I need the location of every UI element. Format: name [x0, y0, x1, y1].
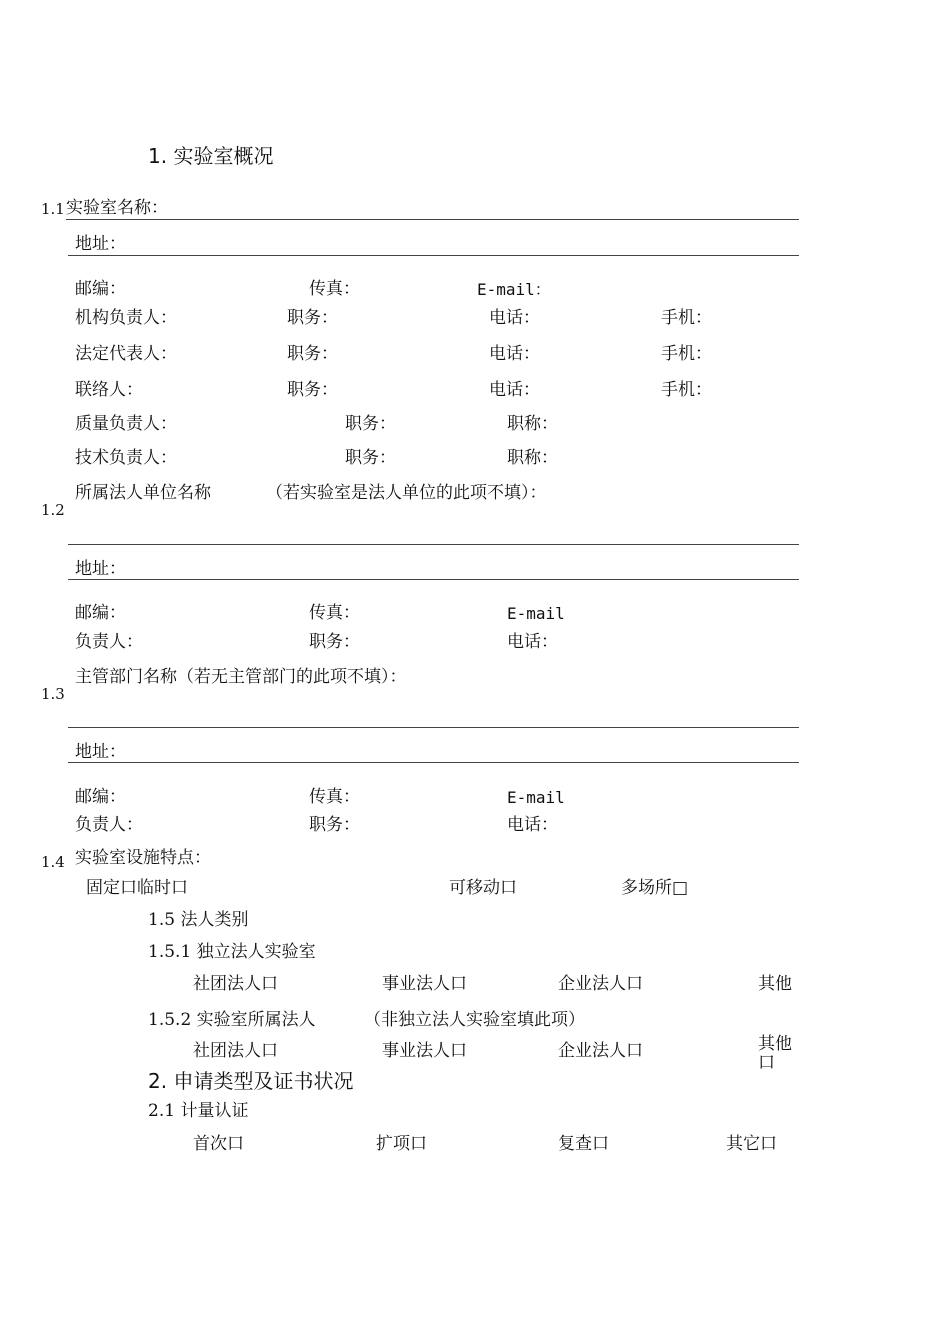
- section-1-4-number: 1.4: [41, 853, 65, 871]
- metrology-cert-title: 2.1 计量认证: [148, 1101, 249, 1121]
- parent-email-label: E-mail: [507, 604, 565, 623]
- parent-post-label: 职务：: [309, 632, 360, 652]
- section-1-1-number: 1.1: [41, 200, 65, 218]
- contact-phone-label: 电话：: [489, 380, 540, 400]
- section-1-2-number: 1.2: [41, 501, 65, 519]
- parent-person-label: 负责人：: [75, 632, 143, 652]
- tech-manager-label: 技术负责人：: [75, 448, 177, 468]
- facility-option-fixed-temporary[interactable]: 固定口临时口: [86, 878, 188, 898]
- contact-label: 联络人：: [75, 380, 143, 400]
- legal-rep-mobile-label: 手机：: [661, 344, 712, 364]
- authority-fax-label: 传真：: [309, 787, 360, 807]
- parent-entity-note: （若实验室是法人单位的此项不填）：: [266, 483, 547, 503]
- quality-manager-post-label: 职务：: [345, 414, 396, 434]
- lab-address-label: 地址：: [75, 234, 126, 254]
- independent-option-public-institution[interactable]: 事业法人口: [382, 974, 467, 994]
- lab-address-field-line[interactable]: [68, 255, 799, 256]
- legal-rep-post-label: 职务：: [287, 344, 338, 364]
- cert-option-other[interactable]: 其它口: [726, 1134, 777, 1154]
- authority-phone-label: 电话：: [507, 815, 558, 835]
- section-2-title: 2. 申请类型及证书状况: [148, 1069, 354, 1093]
- authority-postcode-label: 邮编：: [75, 787, 126, 807]
- legal-rep-label: 法定代表人：: [75, 344, 177, 364]
- lab-name-label: 实验室名称：: [66, 198, 168, 218]
- affiliated-option-public-institution[interactable]: 事业法人口: [382, 1041, 467, 1061]
- lab-name-field-line[interactable]: [66, 219, 799, 220]
- tech-manager-post-label: 职务：: [345, 448, 396, 468]
- cert-option-expansion[interactable]: 扩项口: [376, 1134, 427, 1154]
- director-mobile-label: 手机：: [661, 308, 712, 328]
- independent-option-other[interactable]: 其他: [758, 974, 792, 994]
- facility-features-label: 实验室设施特点：: [75, 848, 211, 868]
- director-post-label: 职务：: [287, 308, 338, 328]
- parent-address-label: 地址：: [75, 559, 126, 579]
- director-label: 机构负责人：: [75, 308, 177, 328]
- quality-manager-title-label: 职称：: [507, 414, 558, 434]
- parent-entity-name-field-line[interactable]: [68, 544, 799, 545]
- director-phone-label: 电话：: [489, 308, 540, 328]
- authority-address-field-line[interactable]: [68, 762, 799, 763]
- independent-lab-title: 1.5.1 独立法人实验室: [148, 942, 316, 962]
- authority-email-label: E-mail: [507, 788, 565, 807]
- lab-email-label: E-mail：: [477, 280, 551, 299]
- affiliated-option-enterprise[interactable]: 企业法人口: [558, 1041, 643, 1061]
- cert-option-review[interactable]: 复查口: [558, 1134, 609, 1154]
- quality-manager-label: 质量负责人：: [75, 414, 177, 434]
- lab-postcode-label: 邮编：: [75, 279, 126, 299]
- parent-postcode-label: 邮编：: [75, 603, 126, 623]
- contact-post-label: 职务：: [287, 380, 338, 400]
- parent-address-field-line[interactable]: [68, 579, 799, 580]
- authority-post-label: 职务：: [309, 815, 360, 835]
- affiliated-option-other[interactable]: 其他口: [758, 1034, 792, 1073]
- section-1-3-number: 1.3: [41, 685, 65, 703]
- lab-fax-label: 传真：: [309, 279, 360, 299]
- authority-person-label: 负责人：: [75, 815, 143, 835]
- legal-rep-phone-label: 电话：: [489, 344, 540, 364]
- contact-mobile-label: 手机：: [661, 380, 712, 400]
- section-1-title: 1. 实验室概况: [148, 144, 274, 168]
- affiliated-lab-note: （非独立法人实验室填此项）: [364, 1010, 585, 1030]
- independent-option-enterprise[interactable]: 企业法人口: [558, 974, 643, 994]
- facility-option-multi-site[interactable]: 多场所□: [621, 878, 689, 898]
- legal-type-title: 1.5 法人类别: [148, 910, 249, 930]
- affiliated-lab-title: 1.5.2 实验室所属法人: [148, 1010, 316, 1030]
- authority-name-field-line[interactable]: [68, 727, 799, 728]
- parent-fax-label: 传真：: [309, 603, 360, 623]
- facility-option-mobile[interactable]: 可移动口: [449, 878, 517, 898]
- parent-entity-name-label: 所属法人单位名称: [75, 483, 211, 503]
- authority-address-label: 地址：: [75, 742, 126, 762]
- authority-name-label: 主管部门名称（若无主管部门的此项不填）：: [75, 667, 407, 687]
- parent-phone-label: 电话：: [507, 632, 558, 652]
- cert-option-first[interactable]: 首次口: [193, 1134, 244, 1154]
- tech-manager-title-label: 职称：: [507, 448, 558, 468]
- independent-option-association[interactable]: 社团法人口: [193, 974, 278, 994]
- affiliated-option-association[interactable]: 社团法人口: [193, 1041, 278, 1061]
